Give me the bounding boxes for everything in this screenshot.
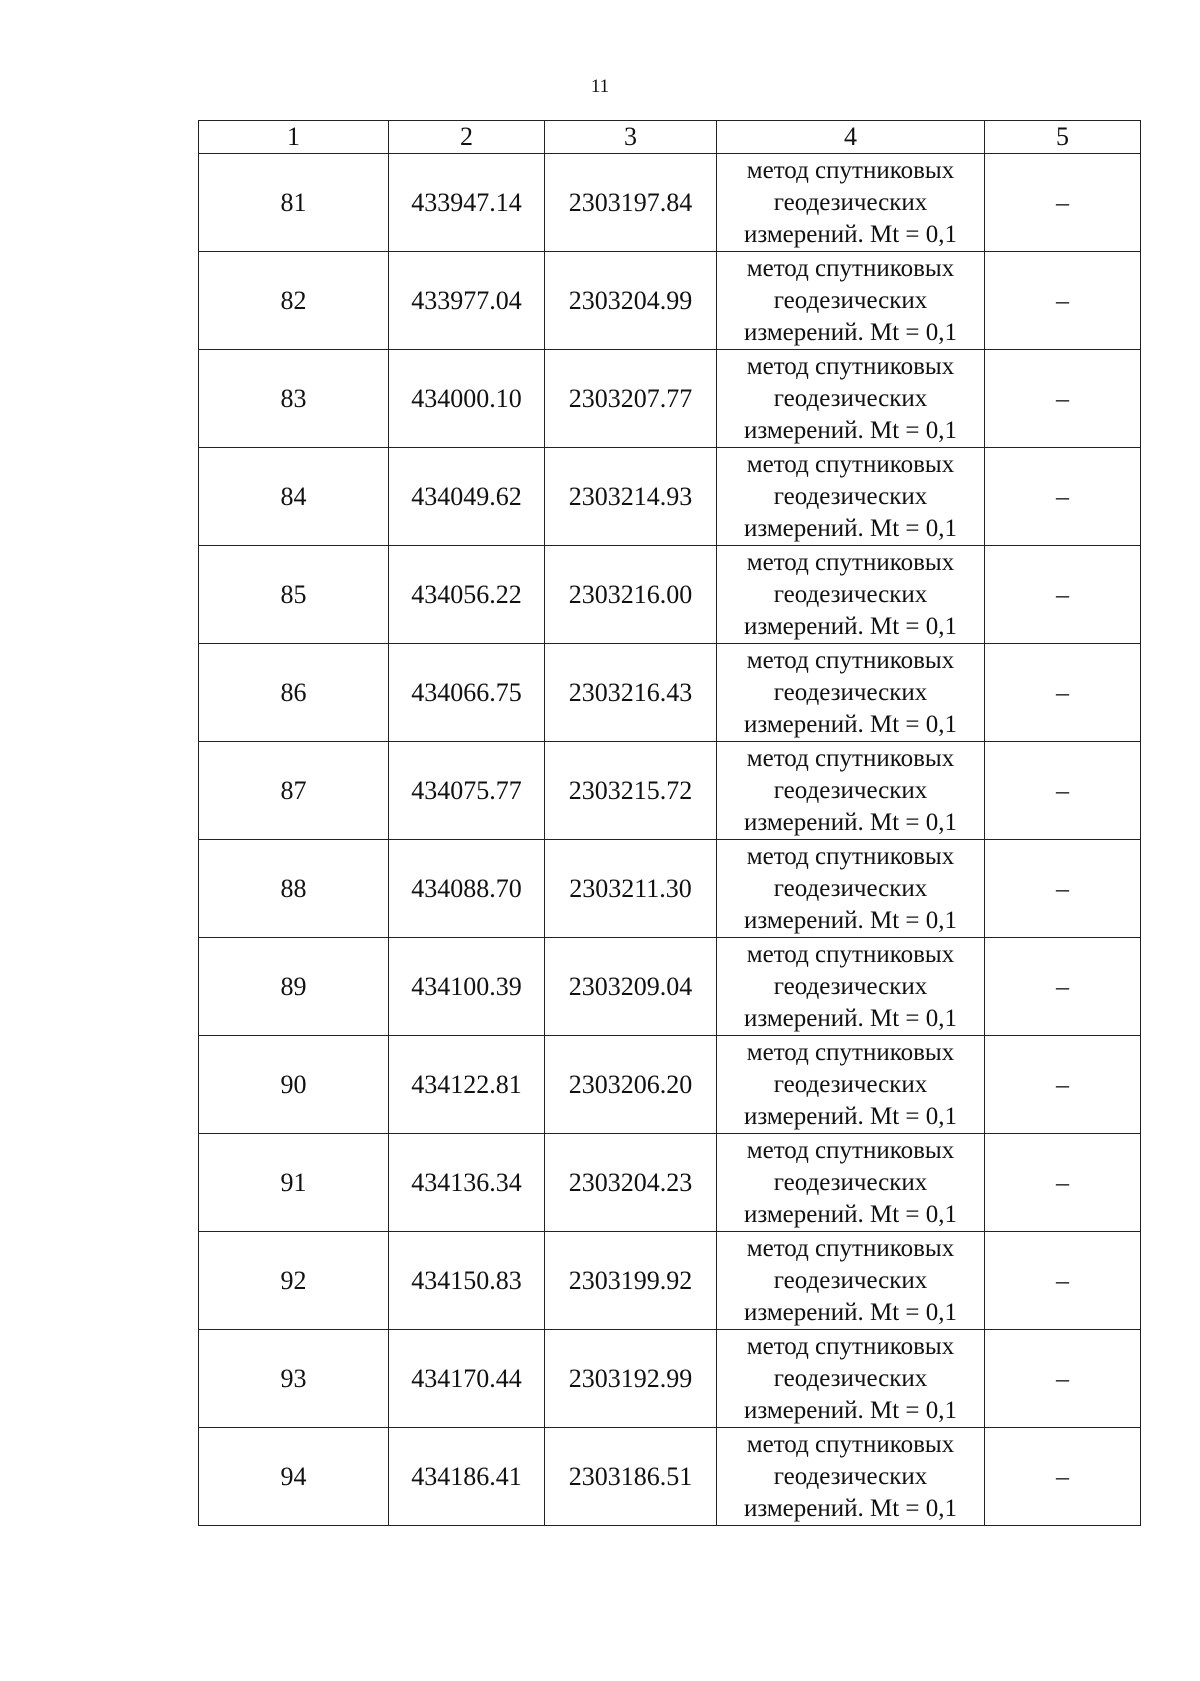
- note-cell: –: [985, 154, 1141, 252]
- note-cell: –: [985, 1232, 1141, 1330]
- table-row: [199, 546, 1141, 644]
- method-cell: [717, 546, 985, 644]
- x-coordinate-cell: 434088.70: [389, 840, 545, 938]
- method-line: геодезических: [773, 1168, 928, 1196]
- column-header: 3: [545, 121, 717, 154]
- note-cell: –: [985, 448, 1141, 546]
- method-cell: [717, 154, 985, 252]
- table-row: [199, 448, 1141, 546]
- method-line: метод спутниковых: [746, 940, 955, 968]
- method-cell: [717, 644, 985, 742]
- column-header: 1: [199, 121, 389, 154]
- x-coordinate-cell: 434122.81: [389, 1036, 545, 1134]
- method-line: геодезических: [773, 286, 928, 314]
- table-row: [199, 938, 1141, 1036]
- note-cell: –: [985, 350, 1141, 448]
- method-line: метод спутниковых: [746, 1430, 955, 1458]
- method-line: геодезических: [773, 384, 928, 412]
- table-row: [199, 350, 1141, 448]
- y-coordinate-cell: 2303216.00: [545, 546, 717, 644]
- y-coordinate-cell: 2303207.77: [545, 350, 717, 448]
- x-coordinate-cell: 434186.41: [389, 1428, 545, 1526]
- point-number-cell: 87: [199, 742, 389, 840]
- method-cell: [717, 840, 985, 938]
- x-coordinate-cell: 434100.39: [389, 938, 545, 1036]
- method-line: метод спутниковых: [746, 842, 955, 870]
- method-line: метод спутниковых: [746, 156, 955, 184]
- method-line: измерений. Mt = 0,1: [743, 1396, 958, 1424]
- note-cell: –: [985, 1330, 1141, 1428]
- x-coordinate-cell: 434049.62: [389, 448, 545, 546]
- method-cell: [717, 742, 985, 840]
- method-line: геодезических: [773, 874, 928, 902]
- page-number: 11: [590, 76, 610, 97]
- y-coordinate-cell: 2303206.20: [545, 1036, 717, 1134]
- method-line: геодезических: [773, 678, 928, 706]
- point-number-cell: 90: [199, 1036, 389, 1134]
- method-line: измерений. Mt = 0,1: [743, 1004, 958, 1032]
- method-line: измерений. Mt = 0,1: [743, 318, 958, 346]
- point-number-cell: 86: [199, 644, 389, 742]
- method-line: метод спутниковых: [746, 1332, 955, 1360]
- point-number-cell: 89: [199, 938, 389, 1036]
- method-line: геодезических: [773, 188, 928, 216]
- table-header-row: [199, 121, 1141, 154]
- method-line: метод спутниковых: [746, 744, 955, 772]
- table-row: [199, 1134, 1141, 1232]
- note-cell: –: [985, 546, 1141, 644]
- method-cell: [717, 1232, 985, 1330]
- method-line: измерений. Mt = 0,1: [743, 906, 958, 934]
- note-cell: –: [985, 1036, 1141, 1134]
- note-cell: –: [985, 644, 1141, 742]
- method-line: измерений. Mt = 0,1: [743, 1102, 958, 1130]
- y-coordinate-cell: 2303186.51: [545, 1428, 717, 1526]
- y-coordinate-cell: 2303197.84: [545, 154, 717, 252]
- method-line: метод спутниковых: [746, 1038, 955, 1066]
- y-coordinate-cell: 2303216.43: [545, 644, 717, 742]
- method-line: измерений. Mt = 0,1: [743, 612, 958, 640]
- column-header: 4: [717, 121, 985, 154]
- point-number-cell: 92: [199, 1232, 389, 1330]
- point-number-cell: 81: [199, 154, 389, 252]
- method-cell: [717, 938, 985, 1036]
- y-coordinate-cell: 2303211.30: [545, 840, 717, 938]
- method-cell: [717, 252, 985, 350]
- note-cell: –: [985, 252, 1141, 350]
- method-line: геодезических: [773, 580, 928, 608]
- method-line: метод спутниковых: [746, 646, 955, 674]
- table-row: [199, 252, 1141, 350]
- x-coordinate-cell: 434170.44: [389, 1330, 545, 1428]
- x-coordinate-cell: 434150.83: [389, 1232, 545, 1330]
- method-line: геодезических: [773, 1462, 928, 1490]
- y-coordinate-cell: 2303199.92: [545, 1232, 717, 1330]
- method-cell: [717, 1036, 985, 1134]
- method-line: геодезических: [773, 482, 928, 510]
- method-cell: [717, 1330, 985, 1428]
- method-line: измерений. Mt = 0,1: [743, 1298, 958, 1326]
- point-number-cell: 82: [199, 252, 389, 350]
- table-row: [199, 644, 1141, 742]
- y-coordinate-cell: 2303204.23: [545, 1134, 717, 1232]
- table-row: [199, 1428, 1141, 1526]
- method-cell: [717, 1428, 985, 1526]
- table-row: [199, 154, 1141, 252]
- note-cell: –: [985, 1428, 1141, 1526]
- method-line: измерений. Mt = 0,1: [743, 1494, 958, 1522]
- method-line: измерений. Mt = 0,1: [743, 1200, 958, 1228]
- method-line: измерений. Mt = 0,1: [743, 808, 958, 836]
- table-row: [199, 1036, 1141, 1134]
- x-coordinate-cell: 434066.75: [389, 644, 545, 742]
- y-coordinate-cell: 2303192.99: [545, 1330, 717, 1428]
- point-number-cell: 93: [199, 1330, 389, 1428]
- x-coordinate-cell: 434000.10: [389, 350, 545, 448]
- method-line: метод спутниковых: [746, 1136, 955, 1164]
- method-line: метод спутниковых: [746, 548, 955, 576]
- method-cell: [717, 448, 985, 546]
- method-line: геодезических: [773, 972, 928, 1000]
- x-coordinate-cell: 434075.77: [389, 742, 545, 840]
- method-line: геодезических: [773, 776, 928, 804]
- method-line: измерений. Mt = 0,1: [743, 416, 958, 444]
- x-coordinate-cell: 434056.22: [389, 546, 545, 644]
- y-coordinate-cell: 2303204.99: [545, 252, 717, 350]
- note-cell: –: [985, 1134, 1141, 1232]
- y-coordinate-cell: 2303215.72: [545, 742, 717, 840]
- coordinates-table: [198, 120, 1141, 1526]
- note-cell: –: [985, 938, 1141, 1036]
- method-cell: [717, 1134, 985, 1232]
- note-cell: –: [985, 742, 1141, 840]
- table-row: [199, 742, 1141, 840]
- table-row: [199, 840, 1141, 938]
- table-row: [199, 1330, 1141, 1428]
- y-coordinate-cell: 2303209.04: [545, 938, 717, 1036]
- note-cell: –: [985, 840, 1141, 938]
- method-line: метод спутниковых: [746, 352, 955, 380]
- column-header: 2: [389, 121, 545, 154]
- point-number-cell: 88: [199, 840, 389, 938]
- point-number-cell: 84: [199, 448, 389, 546]
- x-coordinate-cell: 433947.14: [389, 154, 545, 252]
- point-number-cell: 91: [199, 1134, 389, 1232]
- y-coordinate-cell: 2303214.93: [545, 448, 717, 546]
- point-number-cell: 94: [199, 1428, 389, 1526]
- point-number-cell: 85: [199, 546, 389, 644]
- method-line: геодезических: [773, 1266, 928, 1294]
- method-line: метод спутниковых: [746, 254, 955, 282]
- method-line: геодезических: [773, 1364, 928, 1392]
- method-line: измерений. Mt = 0,1: [743, 514, 958, 542]
- method-line: измерений. Mt = 0,1: [743, 710, 958, 738]
- table-row: [199, 1232, 1141, 1330]
- method-line: геодезических: [773, 1070, 928, 1098]
- x-coordinate-cell: 434136.34: [389, 1134, 545, 1232]
- method-line: метод спутниковых: [746, 1234, 955, 1262]
- method-line: измерений. Mt = 0,1: [743, 220, 958, 248]
- x-coordinate-cell: 433977.04: [389, 252, 545, 350]
- point-number-cell: 83: [199, 350, 389, 448]
- column-header: 5: [985, 121, 1141, 154]
- method-line: метод спутниковых: [746, 450, 955, 478]
- method-cell: [717, 350, 985, 448]
